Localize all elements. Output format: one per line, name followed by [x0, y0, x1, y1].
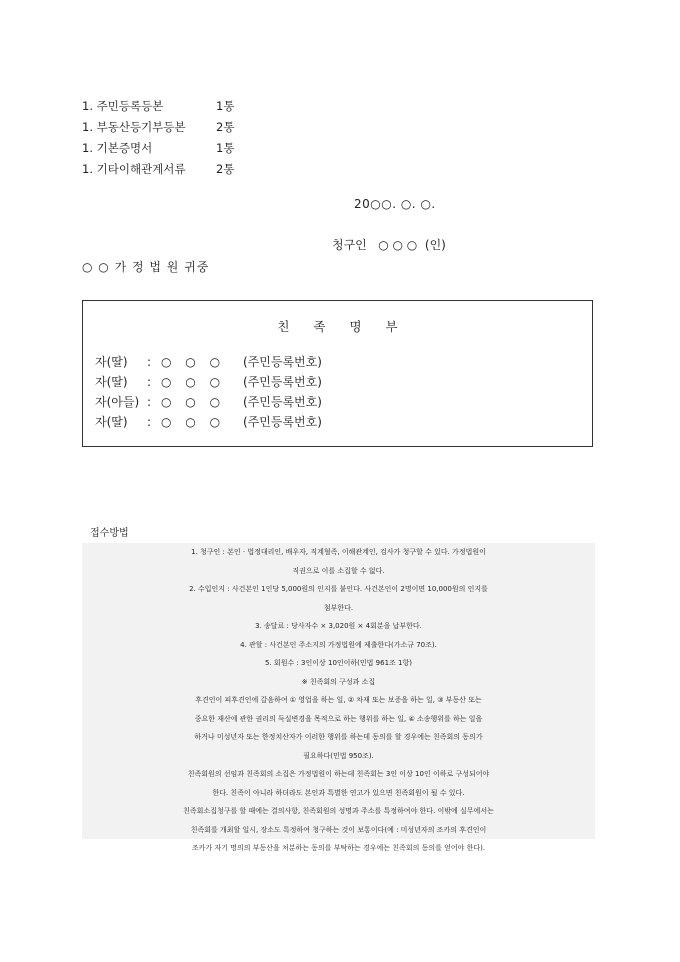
relative-name: ○ ○ ○	[161, 415, 226, 429]
relative-colon: :	[147, 415, 152, 429]
method-line: 5. 회원수 : 3인이상 10인이하(민법 961조 1항)	[265, 659, 412, 667]
method-line: 한다. 친족이 아니라 하더라도 본인과 특별한 연고가 있으면 친족회원이 될 수 있다.	[212, 788, 465, 797]
method-line: 중요한 재산에 관한 권리의 득실변경을 목적으로 하는 행위를 하는 일, ④ 소송행위를 하는 일을	[194, 714, 483, 723]
relative-colon: :	[147, 355, 152, 369]
relative-row	[95, 352, 322, 372]
attachment-item	[82, 117, 234, 138]
relative-relation: 자(딸)	[95, 375, 128, 389]
method-line: 첨부한다.	[323, 603, 354, 612]
attachment-list	[82, 96, 234, 180]
method-line: ※ 친족회의 구성과 소집	[301, 677, 376, 686]
attachment-name: 1. 주민등록등본	[82, 99, 164, 113]
method-line: 친족회를 개최할 일시, 장소도 특정하여 청구하는 것이 보통이다(예 : 미성년자의 조카의 후견인이	[190, 825, 487, 834]
court-addressee: ○ ○ 가 정 법 원 귀중	[82, 260, 210, 274]
filing-method-title: 접수방법	[90, 528, 129, 539]
relative-colon: :	[147, 395, 152, 409]
relatives-list	[95, 352, 322, 432]
method-line: 직권으로 이를 소집할 수 없다.	[292, 566, 385, 575]
method-line: 조카가 자기 명의의 부동산을 처분하는 동의를 부탁하는 경우에는 친족회의 동의를 얻어야 한다).	[191, 844, 486, 852]
relative-relation: 자(아들)	[95, 395, 140, 409]
method-line: 후견인이 피후견인에 갈음하여 ① 영업을 하는 일, ② 차재 또는 보증을 하는 일, ③ 부동산 또는	[195, 696, 482, 704]
relative-row	[95, 392, 322, 412]
method-line: 3. 송달료 : 당사자수 × 3,020원 × 4회분을 납부한다.	[255, 622, 422, 630]
relative-relation: 자(딸)	[95, 355, 128, 369]
attachment-count: 1통	[216, 99, 235, 113]
method-line: 친족회소집청구를 할 때에는 결의사항, 친족회원의 성명과 주소를 특정하여야 한다. 이밖에 실무에서는	[183, 807, 494, 815]
attachment-item	[82, 96, 234, 117]
attachment-count: 2통	[216, 162, 235, 176]
attachment-item	[82, 159, 234, 180]
relative-colon: :	[147, 375, 152, 389]
attachment-item	[82, 138, 234, 159]
attachment-name: 1. 부동산등기부등본	[82, 120, 186, 134]
relative-id: (주민등록번호)	[243, 415, 322, 429]
relatives-register-box	[82, 300, 593, 447]
method-line: 필요하다(민법 950조).	[303, 751, 374, 760]
method-line: 2. 수입인지 : 사건본인 1인당 5,000원의 인지를 붙인다. 사건본인이 2명이면 10,000원의 인지를	[189, 585, 488, 593]
petitioner-signature: 청구인 ○ ○ ○ (인)	[332, 238, 446, 252]
relative-id: (주민등록번호)	[243, 395, 322, 409]
document-date: 20○○. ○. ○.	[354, 197, 436, 211]
attachment-name: 1. 기타이해관계서류	[82, 162, 186, 176]
relative-name: ○ ○ ○	[161, 355, 226, 369]
relatives-register-title: 친 족 명 부	[277, 319, 408, 334]
method-line: 친족회원의 선임과 친족회의 소집은 가정법원이 하는데 친족회는 3인 이상 10인 이하로 구성되어야	[187, 770, 490, 778]
attachment-count: 2통	[216, 120, 235, 134]
relative-name: ○ ○ ○	[161, 375, 226, 389]
relative-name: ○ ○ ○	[161, 395, 226, 409]
attachment-name: 1. 기본증명서	[82, 141, 153, 155]
relative-row	[95, 372, 322, 392]
relative-relation: 자(딸)	[95, 415, 128, 429]
method-line: 1. 청구인 : 본인 · 법정대리인, 배우자, 직계혈족, 이해관계인, 검사가 청구할 수 있다. 가정법원이	[191, 548, 486, 556]
relative-id: (주민등록번호)	[243, 355, 322, 369]
relative-row	[95, 412, 322, 432]
method-line: 하거나 미성년자 또는 한정치산자가 이러한 행위를 하는데 동의를 할 경우에는 친족회의 동의가	[194, 733, 483, 741]
attachment-count: 1통	[216, 141, 235, 155]
filing-method-box	[82, 543, 595, 852]
relative-id: (주민등록번호)	[243, 375, 322, 389]
method-line: 4. 관할 : 사건본인 주소지의 가정법원에 제출한다(가소규 70조).	[240, 640, 437, 649]
